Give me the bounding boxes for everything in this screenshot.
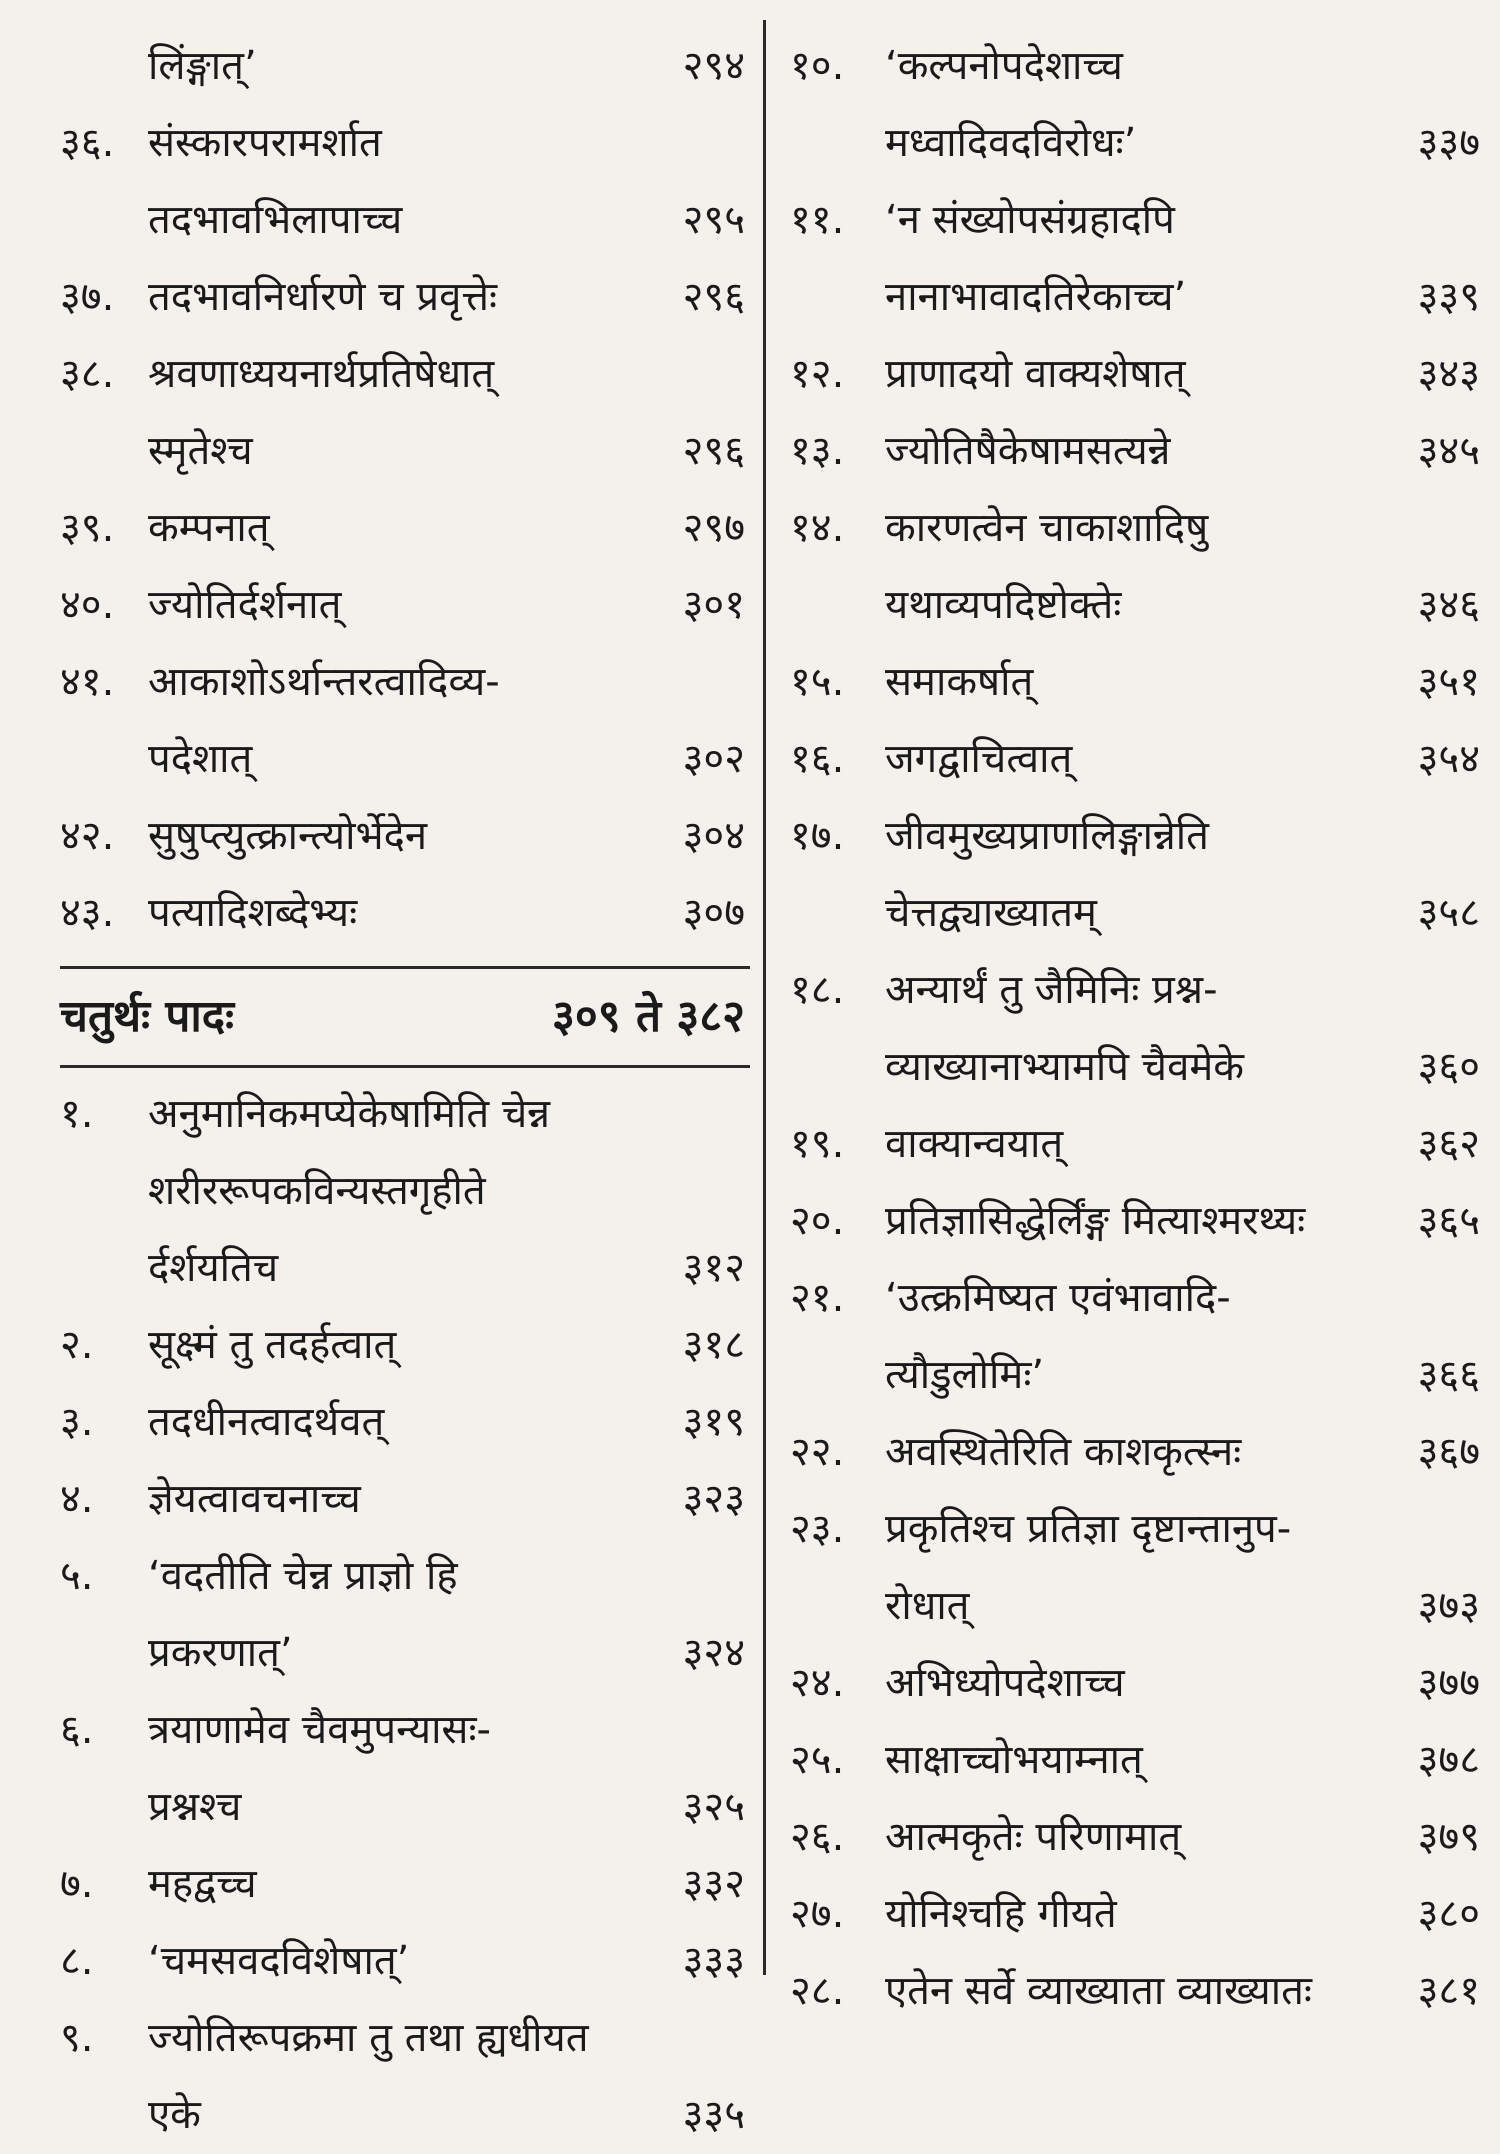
entry-text: त्रयाणामेव चैवमुपन्यासः- — [148, 1707, 491, 1753]
entry-page-number: ३४५ — [1417, 428, 1480, 474]
entry-number: ३७. — [60, 274, 115, 320]
entry-page-number: ३०१ — [682, 582, 745, 628]
entry-text: लिंङ्गात्’ — [148, 43, 257, 89]
entry-line — [790, 1260, 1480, 1337]
entry-page-number: ३६२ — [1417, 1121, 1480, 1167]
entry-line — [60, 1538, 750, 1615]
entry-text: महद्वच्च — [148, 1861, 257, 1907]
entry-text: प्रकरणात्’ — [148, 1630, 293, 1676]
entry-page-number: ३२५ — [682, 1784, 745, 1830]
entry-number: १४. — [790, 505, 845, 551]
entry-number: ४०. — [60, 582, 115, 628]
index-entry — [790, 1953, 1480, 2030]
entry-line — [60, 1076, 750, 1153]
entry-line — [60, 875, 750, 952]
entry-number: १३. — [790, 428, 845, 474]
entry-line — [60, 1461, 750, 1538]
index-entry — [60, 798, 750, 875]
entry-line — [790, 1029, 1480, 1106]
entry-text: अन्यार्थं तु जैमिनिः प्रश्न- — [885, 967, 1218, 1013]
entry-text: जीवमुख्यप्राणलिङ्गान्नेति — [885, 813, 1209, 859]
entry-text: ‘चमसवदविशेषात्’ — [148, 1938, 410, 1984]
index-entry — [60, 2000, 750, 2154]
entry-text: ‘उत्क्रमिष्यत एवंभावादि- — [885, 1275, 1231, 1321]
entry-text: नानाभावादतिरेकाच्च’ — [885, 274, 1187, 320]
entry-number: ४. — [60, 1476, 94, 1522]
index-entry — [790, 1260, 1480, 1414]
entry-page-number: ३८० — [1417, 1891, 1480, 1937]
entry-text: प्रश्नश्च — [148, 1784, 242, 1830]
index-entry — [60, 1384, 750, 1461]
entry-text: आकाशोऽर्थान्तरत्वादिव्य- — [148, 659, 500, 705]
entry-text: प्रकृतिश्च प्रतिज्ञा दृष्टान्तानुप- — [885, 1506, 1292, 1552]
index-entry — [790, 336, 1480, 413]
entry-line — [60, 1846, 750, 1923]
entry-text: पत्यादिशब्देभ्यः — [148, 890, 358, 936]
entry-line — [60, 259, 750, 336]
entry-number: १५. — [790, 659, 845, 705]
entry-text: वाक्यान्वयात् — [885, 1121, 1064, 1167]
entry-number: २. — [60, 1322, 94, 1368]
entry-line — [790, 1722, 1480, 1799]
entry-page-number: २९४ — [682, 43, 745, 89]
entry-page-number: ३८१ — [1417, 1968, 1480, 2014]
entry-line — [60, 1384, 750, 1461]
entry-line — [790, 1799, 1480, 1876]
entry-number: ११. — [790, 197, 845, 243]
index-entry — [60, 490, 750, 567]
index-entry — [60, 105, 750, 259]
entry-text: श्रवणाध्ययनार्थप्रतिषेधात् — [148, 351, 495, 397]
section-page-range: ३०९ ते ३८२ — [552, 991, 745, 1042]
entry-number: २३. — [790, 1506, 845, 1552]
entry-line — [790, 952, 1480, 1029]
entry-page-number: २९६ — [682, 428, 745, 474]
index-entry — [790, 1645, 1480, 1722]
entry-number: ६. — [60, 1707, 94, 1753]
entry-number: ९. — [60, 2015, 94, 2061]
entry-line — [790, 336, 1480, 413]
entry-line — [60, 1230, 750, 1307]
left-entries-before — [60, 28, 750, 952]
entry-text: ‘कल्पनोपदेशाच्च — [885, 43, 1123, 89]
entry-page-number: ३३७ — [1417, 120, 1480, 166]
entry-line — [60, 182, 750, 259]
index-entry — [60, 1692, 750, 1846]
entry-line — [790, 1337, 1480, 1414]
entry-line — [60, 336, 750, 413]
entry-line — [790, 1953, 1480, 2030]
index-entry — [790, 490, 1480, 644]
entry-text: ज्योतिषैकेषामसत्यन्ने — [885, 428, 1171, 474]
section-heading — [60, 969, 750, 1065]
entry-text: पदेशात् — [148, 736, 253, 782]
entry-text: जगद्वाचित्वात् — [885, 736, 1073, 782]
entry-page-number: ३६७ — [1417, 1429, 1480, 1475]
entry-page-number: ३१९ — [682, 1399, 745, 1445]
index-entry — [790, 1876, 1480, 1953]
entry-number: १९. — [790, 1121, 845, 1167]
index-entry — [790, 1491, 1480, 1645]
entry-text: प्रतिज्ञासिद्धेर्लिंङ्ग मित्याश्मरथ्यः — [885, 1198, 1306, 1244]
entry-number: २८. — [790, 1968, 845, 2014]
entry-page-number: ३२३ — [682, 1476, 745, 1522]
entry-page-number: ३७३ — [1417, 1583, 1480, 1629]
entry-line — [790, 105, 1480, 182]
index-entry — [60, 336, 750, 490]
entry-line — [790, 28, 1480, 105]
entry-line — [790, 798, 1480, 875]
index-entry — [60, 567, 750, 644]
entry-text: कारणत्वेन चाकाशादिषु — [885, 505, 1209, 551]
index-entry — [790, 182, 1480, 336]
index-entry — [790, 1799, 1480, 1876]
entry-number: ७. — [60, 1861, 94, 1907]
entry-page-number: २९५ — [682, 197, 745, 243]
entry-line — [790, 721, 1480, 798]
entry-line — [60, 413, 750, 490]
entry-page-number: ३३३ — [682, 1938, 745, 1984]
entry-number: १०. — [790, 43, 845, 89]
entry-text: ‘वदतीति चेन्न प्राज्ञो हि — [148, 1553, 458, 1599]
entry-text: कम्पनात् — [148, 505, 270, 551]
entry-text: साक्षाच्चोभयाम्नात् — [885, 1737, 1143, 1783]
entry-page-number: ३३२ — [682, 1861, 745, 1907]
entry-text: तदभावभिलापाच्च — [148, 197, 403, 243]
entry-text: मध्वादिवदविरोधः’ — [885, 120, 1137, 166]
entry-text: सूक्ष्मं तु तदर्हत्वात् — [148, 1322, 397, 1368]
entry-line — [790, 1491, 1480, 1568]
entry-text: तदधीनत्वादर्थवत् — [148, 1399, 385, 1445]
entry-line — [60, 644, 750, 721]
entry-text: संस्कारपरामर्शात — [148, 120, 382, 166]
index-entry — [60, 259, 750, 336]
entry-text: समाकर्षात् — [885, 659, 1034, 705]
entry-line — [60, 567, 750, 644]
entry-number: ५. — [60, 1553, 94, 1599]
entry-line — [790, 1645, 1480, 1722]
index-entry — [60, 1538, 750, 1692]
entry-page-number: ३७८ — [1417, 1737, 1480, 1783]
index-entry — [60, 1846, 750, 1923]
entry-line — [60, 1692, 750, 1769]
entry-line — [60, 490, 750, 567]
entry-number: ८. — [60, 1938, 94, 1984]
entry-page-number: ३७७ — [1417, 1660, 1480, 1706]
entry-line — [60, 1153, 750, 1230]
entry-number: ४३. — [60, 890, 115, 936]
entry-text: ज्योतिर्दर्शनात् — [148, 582, 342, 628]
index-entry — [60, 1461, 750, 1538]
entry-page-number: २९७ — [682, 505, 745, 551]
entry-page-number: ३५१ — [1417, 659, 1480, 705]
entry-line — [790, 1183, 1480, 1260]
entry-text: आत्मकृतेः परिणामात् — [885, 1814, 1182, 1860]
entry-line — [790, 875, 1480, 952]
index-entry — [790, 28, 1480, 182]
entry-line — [60, 105, 750, 182]
entry-page-number: ३५८ — [1417, 890, 1480, 936]
entry-line — [60, 28, 750, 105]
entry-text: यथाव्यपदिष्टोक्तेः — [885, 582, 1122, 628]
entry-page-number: ३०७ — [682, 890, 745, 936]
entry-page-number: २९६ — [682, 274, 745, 320]
entry-line — [790, 490, 1480, 567]
index-entry — [790, 952, 1480, 1106]
entry-number: १७. — [790, 813, 845, 859]
entry-text: शरीररूपकविन्यस्तगृहीते — [148, 1168, 486, 1214]
index-entry — [790, 413, 1480, 490]
entry-number: ३६. — [60, 120, 115, 166]
entry-page-number: ३६६ — [1417, 1352, 1480, 1398]
entry-number: १२. — [790, 351, 845, 397]
entry-page-number: ३३९ — [1417, 274, 1480, 320]
entry-number: ३९. — [60, 505, 115, 551]
entry-line — [60, 721, 750, 798]
entry-text: योनिश्चहि गीयते — [885, 1891, 1117, 1937]
index-entry — [60, 28, 750, 105]
index-entry — [790, 1722, 1480, 1799]
entry-text: ज्ञेयत्वावचनाच्च — [148, 1476, 361, 1522]
entry-text: अवस्थितेरिति काशकृत्स्नः — [885, 1429, 1242, 1475]
entry-line — [790, 413, 1480, 490]
entry-text: अभिध्योपदेशाच्च — [885, 1660, 1125, 1706]
entry-text: सुषुप्त्युत्क्रान्त्योर्भेदेन — [148, 813, 428, 859]
index-entry — [790, 1183, 1480, 1260]
entry-page-number: ३४६ — [1417, 582, 1480, 628]
entry-line — [60, 1923, 750, 2000]
entry-number: २७. — [790, 1891, 845, 1937]
left-column — [60, 28, 750, 2154]
entry-page-number: ३१२ — [682, 1245, 745, 1291]
entry-text: ज्योतिरूपक्रमा तु तथा ह्यधीयत — [148, 2015, 589, 2061]
entry-number: ४१. — [60, 659, 115, 705]
entry-number: २०. — [790, 1198, 845, 1244]
index-entry — [60, 875, 750, 952]
entry-number: २२. — [790, 1429, 845, 1475]
index-entry — [60, 1923, 750, 2000]
entry-page-number: ३४३ — [1417, 351, 1480, 397]
entry-number: ४२. — [60, 813, 115, 859]
entry-line — [60, 2000, 750, 2077]
entry-line — [790, 1568, 1480, 1645]
entry-number: १८. — [790, 967, 845, 1013]
right-entries — [790, 28, 1480, 2030]
index-entry — [60, 644, 750, 798]
entry-line — [790, 1106, 1480, 1183]
entry-line — [60, 798, 750, 875]
index-entry — [60, 1307, 750, 1384]
left-entries-after — [60, 1076, 750, 2154]
section-bottom-rule — [60, 1065, 750, 1068]
entry-page-number: ३६५ — [1417, 1198, 1480, 1244]
entry-text: र्दर्शयतिच — [148, 1245, 279, 1291]
entry-number: १६. — [790, 736, 845, 782]
entry-number: २१. — [790, 1275, 845, 1321]
entry-text: ‘न संख्योपसंग्रहादपि — [885, 197, 1175, 243]
index-entry — [790, 1414, 1480, 1491]
entry-line — [790, 567, 1480, 644]
entry-line — [790, 182, 1480, 259]
entry-line — [60, 1615, 750, 1692]
index-entry — [60, 1076, 750, 1307]
entry-line — [60, 1769, 750, 1846]
entry-line — [60, 1307, 750, 1384]
entry-line — [790, 1876, 1480, 1953]
index-entry — [790, 798, 1480, 952]
entry-page-number: ३३५ — [682, 2092, 745, 2138]
index-entry — [790, 1106, 1480, 1183]
entry-line — [790, 644, 1480, 721]
entry-text: रोधात् — [885, 1583, 970, 1629]
entry-text: त्यौडुलोमिः’ — [885, 1352, 1045, 1398]
entry-page-number: ३०२ — [682, 736, 745, 782]
entry-text: चेत्तद्व्याख्यातम् — [885, 890, 1097, 936]
entry-page-number: ३७९ — [1417, 1814, 1480, 1860]
entry-number: ३८. — [60, 351, 115, 397]
column-divider — [763, 20, 766, 1975]
right-column — [790, 28, 1480, 2030]
entry-text: अनुमानिकमप्येकेषामिति चेन्न — [148, 1091, 551, 1137]
entry-text: व्याख्यानाभ्यामपि चैवमेके — [885, 1044, 1244, 1090]
entry-text: एतेन सर्वे व्याख्याता व्याख्यातः — [885, 1968, 1312, 2014]
index-entry — [790, 644, 1480, 721]
entry-text: स्मृतेश्च — [148, 428, 253, 474]
entry-number: २६. — [790, 1814, 845, 1860]
entry-line — [60, 2077, 750, 2154]
entry-number: ३. — [60, 1399, 94, 1445]
entry-page-number: ३०४ — [682, 813, 745, 859]
entry-page-number: ३२४ — [682, 1630, 745, 1676]
entry-text: एके — [148, 2092, 201, 2138]
entry-number: १. — [60, 1091, 94, 1137]
section-title: चतुर्थः पादः — [60, 991, 234, 1042]
index-entry — [790, 721, 1480, 798]
entry-page-number: ३५४ — [1417, 736, 1480, 782]
entry-line — [790, 259, 1480, 336]
entry-number: २५. — [790, 1737, 845, 1783]
entry-number: २४. — [790, 1660, 845, 1706]
entry-text: तदभावनिर्धारणे च प्रवृत्तेः — [148, 274, 498, 320]
entry-line — [790, 1414, 1480, 1491]
entry-page-number: ३६० — [1417, 1044, 1480, 1090]
entry-text: प्राणादयो वाक्यशेषात् — [885, 351, 1186, 397]
entry-page-number: ३१८ — [682, 1322, 745, 1368]
